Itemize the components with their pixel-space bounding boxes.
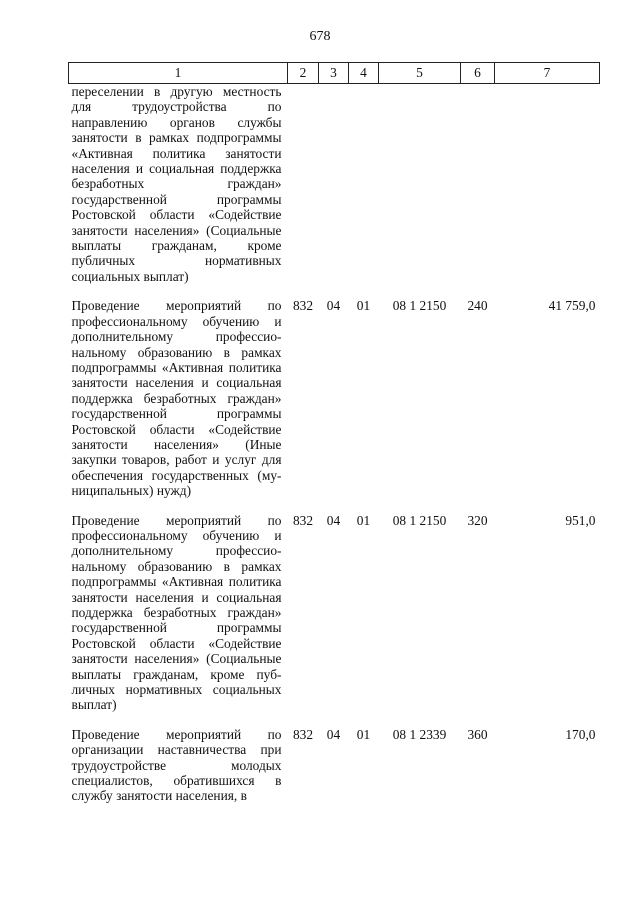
row-col-7: 170,0 [565,726,596,742]
budget-table [68,62,600,804]
row-description: Проведение мероприятий по организации наставничества при трудоустройстве молодых специалистов, обратившихся в службу занятости населения, в [71,726,282,804]
row-col-7: 951,0 [565,512,596,528]
table-row [69,284,600,498]
header-col-3: 3 [319,63,349,84]
table-row [69,499,600,713]
page-number: 678 [309,29,331,44]
row-col-7: 41 759,0 [548,298,596,314]
row-col-5: 08 1 2339 [392,726,447,742]
row-col-2: 832 [292,298,314,314]
row-col-3: 04 [326,512,341,528]
table-row [69,84,600,285]
row-description: Проведение мероприятий по профессиональному обучению и дополнительному профессиональному образованию в рамках подпрограммы «Активная политика занятости населения и социальная поддержка безработных граждан» государственной программы Ростовской области «Содействие занятости населения» (Иные закупки товаров, работ и услуг для обеспечения государственных (муниципальных) нужд) [71,298,282,499]
row-description: переселении в другую местность для трудоустройства по направлению органов службы занятости в рамках подпрограммы «Активная политика занятости населения и социальная поддержка безработных граждан» государственной программы Ростовской области «Содействие занятости населения» (Социальные выплаты гражданам, кроме публичных нормативных социальных выплат) [71,84,282,284]
row-col-3: 04 [326,726,341,742]
row-col-5: 08 1 2150 [392,298,447,314]
header-col-1: 1 [69,63,288,84]
row-col-4: 01 [356,512,371,528]
row-col-5 [379,84,461,285]
header-col-2: 2 [288,63,319,84]
row-col-7 [495,84,600,285]
row-col-2: 832 [292,512,314,528]
row-col-6: 240 [467,298,488,314]
row-col-6 [461,84,495,285]
row-col-3 [319,84,349,285]
row-col-4: 01 [356,726,371,742]
header-col-6: 6 [461,63,495,84]
header-col-4: 4 [349,63,379,84]
row-col-2 [288,84,319,285]
row-col-4: 01 [356,298,371,314]
row-col-3: 04 [326,298,341,314]
table-body [69,84,600,804]
row-description: Проведение мероприятий по профессиональному обучению и дополнительному профессиональному образованию в рамках подпрограммы «Активная политика занятости населения и социальная поддержка безработных граждан» государственной программы Ростовской области «Содействие занятости населения» (Социальные выплаты гражданам, кроме публичных нормативных социальных выплат) [71,512,282,713]
row-col-5: 08 1 2150 [392,512,447,528]
row-col-4 [349,84,379,285]
table-header [69,63,600,84]
header-col-7: 7 [495,63,600,84]
row-col-6: 360 [467,726,488,742]
header-col-5: 5 [379,63,461,84]
row-col-2: 832 [292,726,314,742]
row-col-6: 320 [467,512,488,528]
header-row [69,63,600,84]
table-row [69,713,600,804]
